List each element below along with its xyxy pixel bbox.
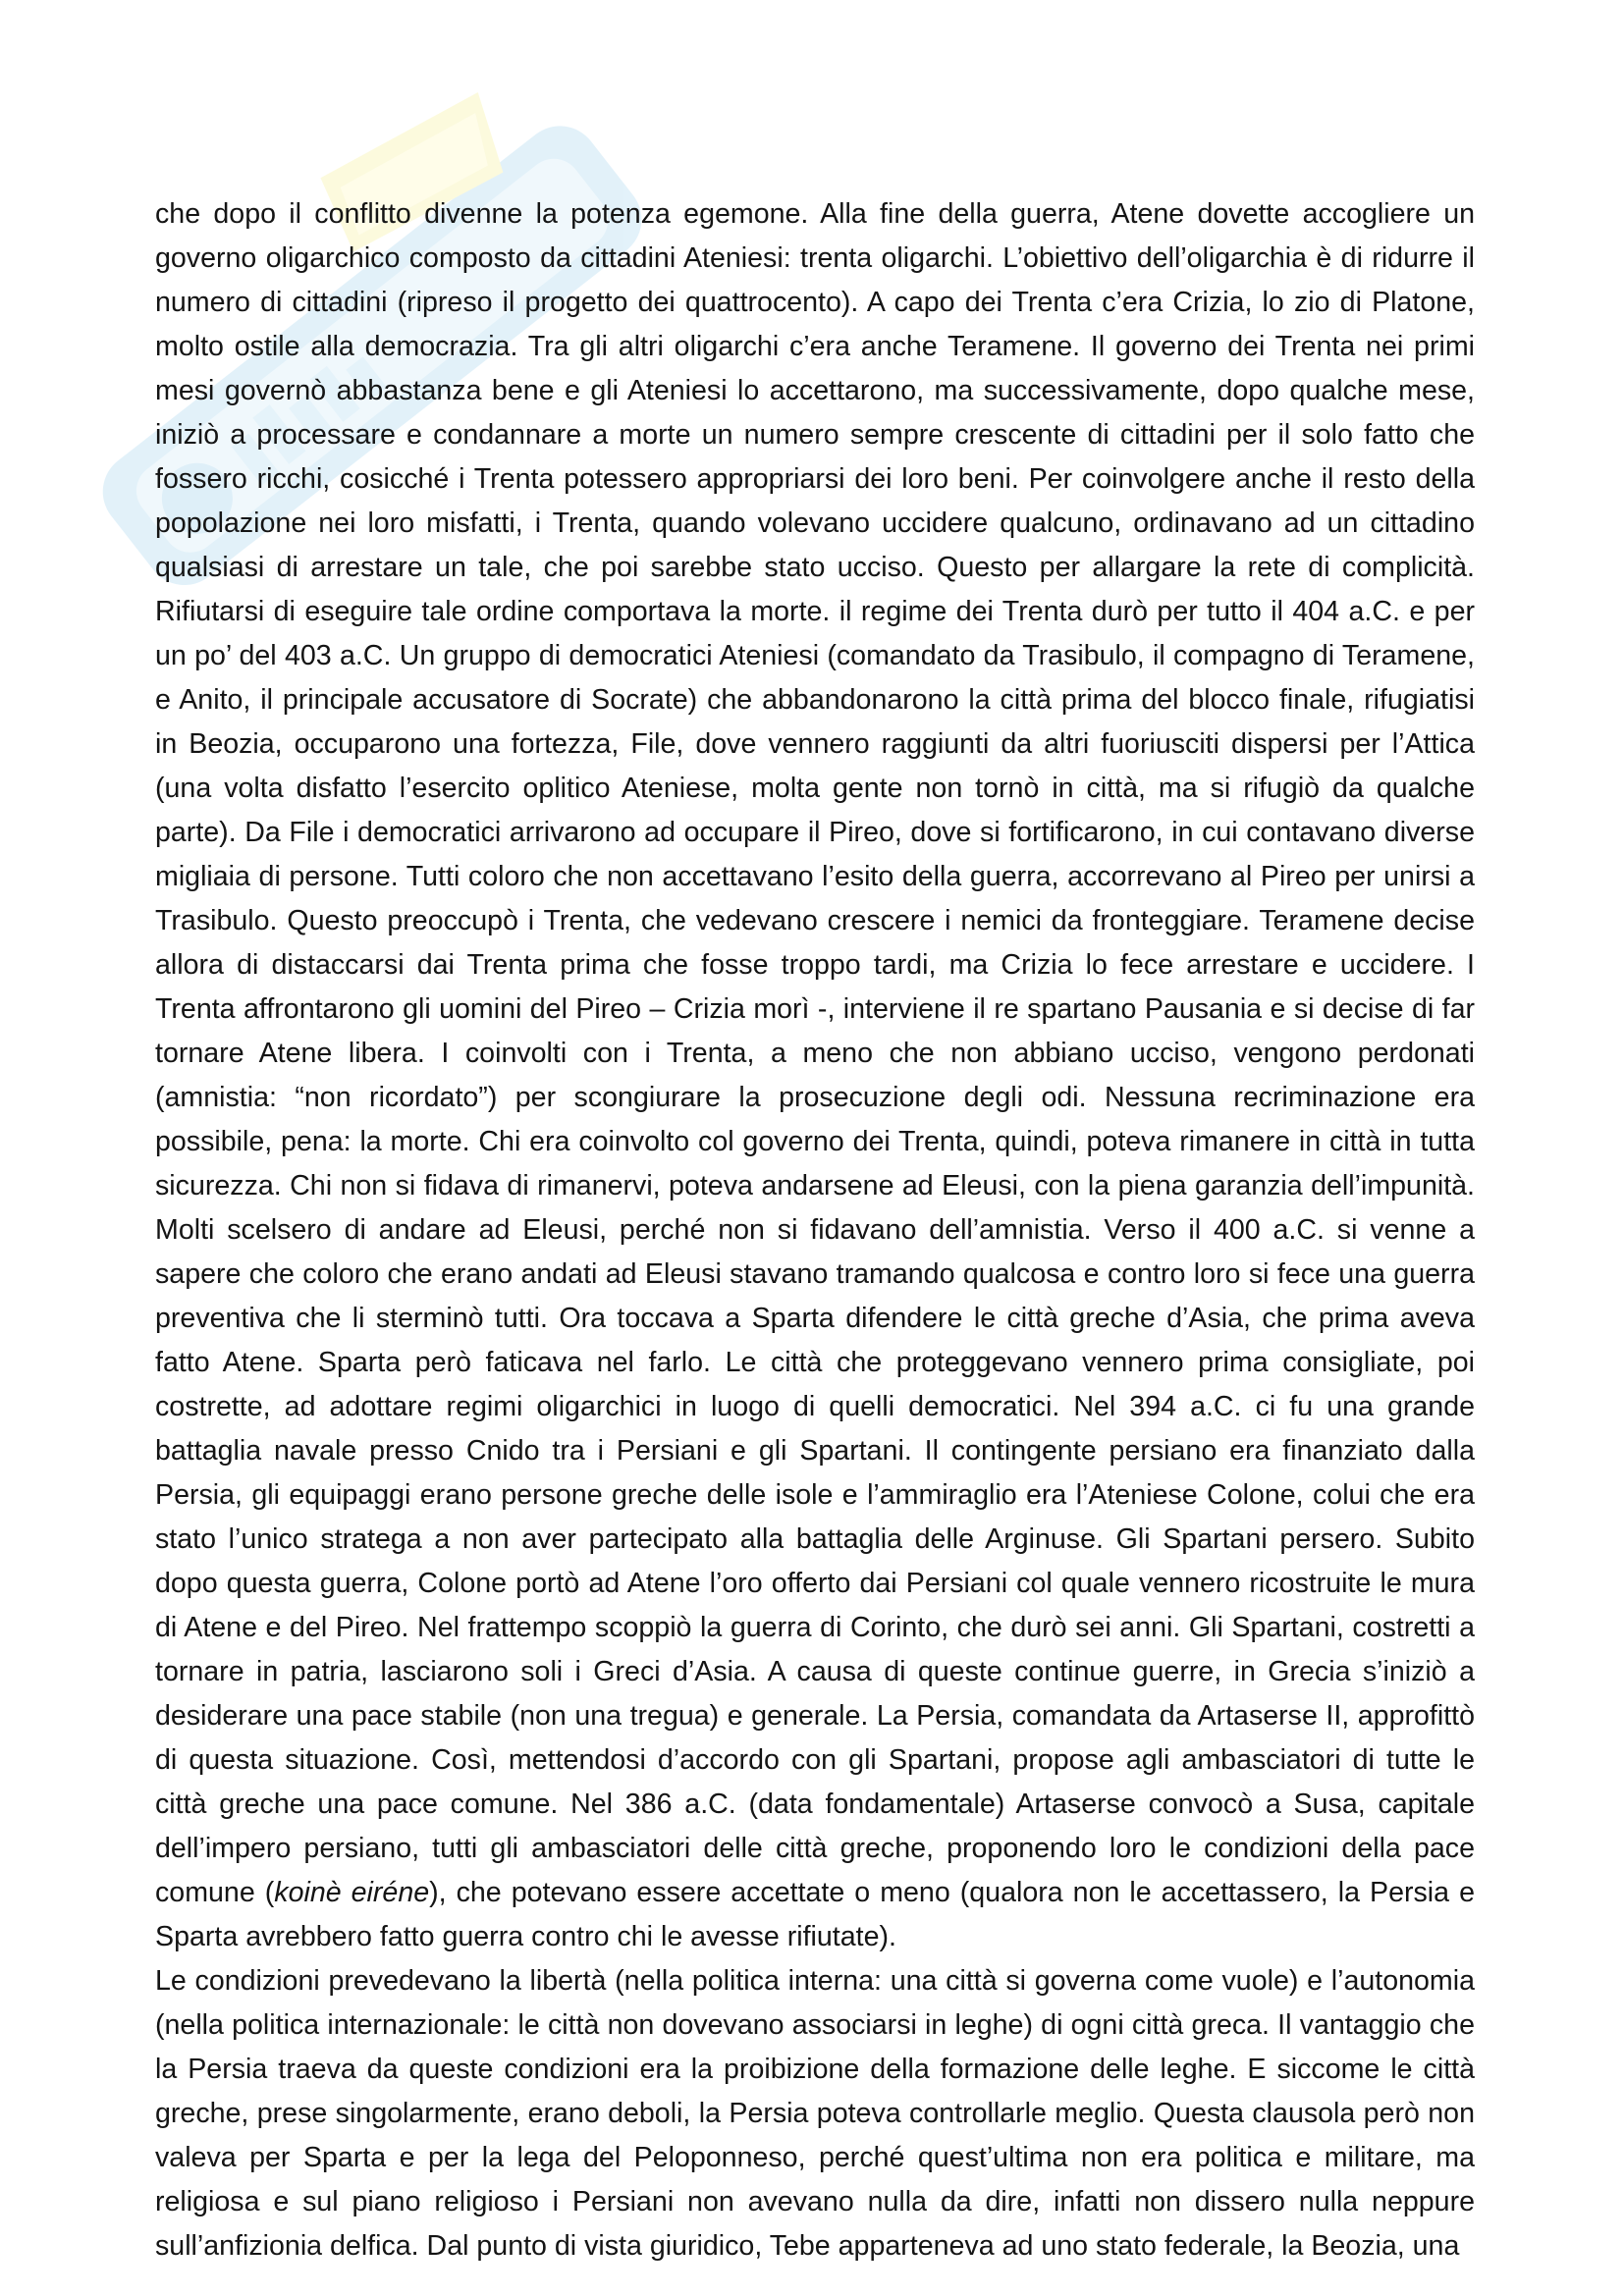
body-text	[155, 192, 1475, 2269]
paragraph	[155, 192, 1475, 1959]
paragraph	[155, 1959, 1475, 2269]
text-run: ), che potevano essere accettate o meno (qualora non le accettassero, la Persia e Sparta avrebbero fatto guerra contro chi le avesse rifiutate).	[155, 1877, 1475, 1952]
text-run: che dopo il conflitto divenne la potenza egemone. Alla fine della guerra, Atene dovette accogliere un governo oligarchico composto da cittadini Ateniesi: trenta oligarchi. L’obiettivo dell’oligarchia è di ridurre il numero di cittadini (ripreso il progetto dei quattrocento). A capo dei Trenta c’era Crizia, lo zio di Platone, molto ostile alla democrazia. Tra gli altri oligarchi c’era anche Teramene. Il governo dei Trenta nei primi mesi governò abbastanza bene e gli Ateniesi lo accettarono, ma successivamente, dopo qualche mese, iniziò a processare e condannare a morte un numero sempre crescente di cittadini per il solo fatto che fossero ricchi, cosicché i Trenta potessero appropriarsi dei loro beni. Per coinvolgere anche il resto della popolazione nei loro misfatti, i Trenta, quando volevano uccidere qualcuno, ordinavano ad un cittadino qualsiasi di arrestare un tale, che poi sarebbe stato ucciso. Questo per allargare la rete di complicità. Rifiutarsi di eseguire tale ordine comportava la morte. il regime dei Trenta durò per tutto il 404 a.C. e per un po’ del 403 a.C. Un gruppo di democratici Ateniesi (comandato da Trasibulo, il compagno di Teramene, e Anito, il principale accusatore di Socrate) che abbandonarono la città prima del blocco finale, rifugiatisi in Beozia, occuparono una fortezza, File, dove vennero raggiunti da altri fuoriusciti dispersi per l’Attica (una volta disfatto l’esercito oplitico Ateniese, molta gente non tornò in città, ma si rifugiò da qualche parte). Da File i democratici arrivarono ad occupare il Pireo, dove si fortificarono, in cui contavano diverse migliaia di persone. Tutti coloro che non accettavano l’esito della guerra, accorrevano al Pireo per unirsi a Trasibulo. Questo preoccupò i Trenta, che vedevano crescere i nemici da fronteggiare. Teramene decise allora di distaccarsi dai Trenta prima che fosse troppo tardi, ma Crizia lo fece arrestare e uccidere. I Trenta affrontarono gli uomini del Pireo – Crizia morì -, interviene il re spartano Pausania e si decise di far tornare Atene libera. I coinvolti con i Trenta, a meno che non abbiano ucciso, vengono perdonati (amnistia: “non ricordato”) per scongiurare la prosecuzione degli odi. Nessuna recriminazione era possibile, pena: la morte. Chi era coinvolto col governo dei Trenta, quindi, poteva rimanere in città in tutta sicurezza. Chi non si fidava di rimanervi, poteva andarsene ad Eleusi, con la piena garanzia dell’impunità. Molti scelsero di andare ad Eleusi, perché non si fidavano dell’amnistia. Verso il 400 a.C. si venne a sapere che coloro che erano andati ad Eleusi stavano tramando qualcosa e contro loro si fece una guerra preventiva che li sterminò tutti. Ora toccava a Sparta difendere le città greche d’Asia, che prima aveva fatto Atene. Sparta però faticava nel farlo. Le città che proteggevano vennero prima consigliate, poi costrette, ad adottare regimi oligarchici in luogo di quelli democratici. Nel 394 a.C. ci fu una grande battaglia navale presso Cnido tra i Persiani e gli Spartani. Il contingente persiano era finanziato dalla Persia, gli equipaggi erano persone greche delle isole e l’ammiraglio era l’Ateniese Colone, colui che era stato l’unico stratega a non aver partecipato alla battaglia delle Arginuse. Gli Spartani persero. Subito dopo questa guerra, Colone portò ad Atene l’oro offerto dai Persiani col quale vennero ricostruite le mura di Atene e del Pireo. Nel frattempo scoppiò la guerra di Corinto, che durò sei anni. Gli Spartani, costretti a tornare in patria, lasciarono soli i Greci d’Asia. A causa di queste continue guerre, in Grecia s’iniziò a desiderare una pace stabile (non una tregua) e generale. La Persia, comandata da Artaserse II, approfittò di questa situazione. Così, mettendosi d’accordo con gli Spartani, propose agli ambasciatori di tutte le città greche una pace comune. Nel 386 a.C. (data fondamentale) Artaserse convocò a Susa, capitale dell’impero persiano, tutti gli ambasciatori delle città greche, proponendo loro le condizioni della pace comune (	[155, 198, 1475, 1908]
text-run: Le condizioni prevedevano la libertà (nella politica interna: una città si governa come vuole) e l’autonomia (nella politica internazionale: le città non dovevano associarsi in leghe) di ogni città greca. Il vantaggio che la Persia traeva da queste condizioni era la proibizione della formazione delle leghe. E siccome le città greche, prese singolarmente, erano deboli, la Persia poteva controllarle meglio. Questa clausola però non valeva per Sparta e per la lega del Peloponneso, perché quest’ultima non era politica e militare, ma religiosa e sul piano religioso i Persiani non avevano nulla da dire, infatti non dissero nulla neppure sull’anfizionia delfica. Dal punto di vista giuridico, Tebe apparteneva ad uno stato federale, la Beozia, una	[155, 1965, 1475, 2262]
text-run-italic: koinè eiréne	[274, 1877, 430, 1908]
